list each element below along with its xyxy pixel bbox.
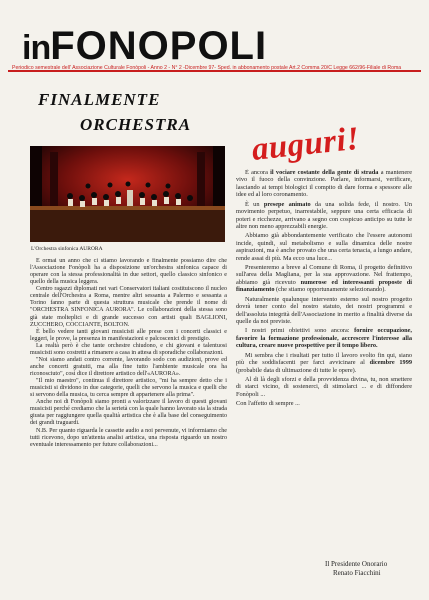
headline-line-1: FINALMENTE: [38, 90, 161, 109]
auguri-heading: auguri!: [250, 120, 362, 168]
letter-paragraph: [236, 296, 412, 326]
letter-paragraph: [236, 201, 412, 231]
masthead: [8, 6, 421, 72]
publication-info: Periodico semestrale dell' Associazione Culturale Fonòpoli - Anno 2 - N° 2 -Dicembre 97- Sped. in abbonamento postale Art.2 Comma 20/C Legge 662/96-Filiale di Roma: [12, 65, 402, 71]
letter-paragraph: [236, 376, 412, 398]
article-paragraph: È ormai un anno che ci stiamo lavorando e finalmente possiamo dire che l'Associazione Fonòpoli ha a disposizione un'orchestra sinfonica capace di operare con la stessa professionalità in due settori, quello classico sinfonico e quello della musica leggera.: [30, 258, 227, 286]
orchestra-stage-illustration: [30, 146, 225, 242]
paragraph-emphasis: dicembre 1999: [369, 359, 412, 367]
orchestra-photo: [30, 146, 225, 242]
article-paragraph: Centro ragazzi diplomati nei vari Conservatori italiani costituiscono il nucleo centrale dell'Orchestra a Roma, mentre altri sessanta a Palermo e sessanta a Torino fanno parte di questa struttura musicale che prende il nome di "ORCHESTRA SINFONICA AURORA". Le collaborazioni della stessa sono già state molteplici e di grande successo con artisti quali BAGLIONI, ZUCCHERO, COCCIANTE, BOLTON.: [30, 286, 227, 328]
paragraph-text: da una solida fede, il nostro. Un movimento perpetuo, inarrestabile, seppure una certa efficacia di poteri e ricchezze, arrivano a segno con cospicuo anticipo su tutte le altre non meno apprezzabili energie.: [236, 200, 412, 230]
paragraph-emphasis: fornire occupazione, favorire la formazione professionale, accrescere l'interesse alla cultura, creare nuove prospettive per il tempo libero.: [236, 327, 412, 350]
paragraph-text: Al di là degli sforzi e della provvidenza divina, tu, non smettere di starci vicino, di sostenerci, di stimolarci ... e di diffondere Fonòpoli ...: [236, 375, 412, 398]
letter-paragraph: [236, 169, 412, 199]
letter-paragraph: [236, 352, 412, 374]
paragraph-emphasis: numerose ed interessanti proposte di finanziamento: [236, 278, 412, 294]
paragraph-text: Con l'affetto di sempre ...: [236, 400, 300, 408]
article-paragraph: La realtà però è che tante orchestre chiudono, e chi giovani e talentuosi musicisti sono costretti a rimanere a casa in attesa di sporadiche collaborazioni.: [30, 342, 227, 356]
letter-paragraph: [236, 327, 412, 349]
photo-caption: L'Orchestra sinfonica AURORA: [31, 246, 103, 252]
article-paragraph: "Noi siamo andati contro corrente, lavorando sodo con audizioni, prove ed anche concerti gratuiti, ma alla fine tutto l'ambiente musicale ora ha riconosciuto", così dice il direttore artistico dell'«AURORA».: [30, 356, 227, 377]
article-paragraph: È bello vedere tanti giovani musicisti alle prese con i concerti classici e leggeri, le prove, la presenza in manifestazioni e palcoscenici di prestigio.: [30, 328, 227, 342]
paragraph-text: (che stiamo opportunamente selezionando).: [274, 286, 386, 294]
paragraph-text: Mi sembra che i risultati per tutto il lavoro svolto fin qui, siano più che soddisfacenti per farci avvicinare al: [236, 351, 412, 367]
logo-prefix: in: [22, 29, 51, 67]
paragraph-text: Presenteremo a breve al Comune di Roma, il progetto definitivo sull'area della Magliana, per la sua approvazione. Nel frattempo, abbiamo già ricevuto: [236, 264, 412, 286]
article-right-column: [236, 169, 412, 519]
paragraph-text: (probabile data di ultimazione di tutte le opere).: [236, 366, 357, 374]
paragraph-text: a mantenere vivo il fuoco della convinzione. Parlare, informarsi, verificare, lasciando ai tempi biologici il compito di dare forma e spessore alle idee ed al loro coronamento.: [236, 169, 412, 199]
paragraph-text: Naturalmente qualunque intervento esterno sul nostro progetto dovrà tener conto del nostro statuto, dei nostri programmi e dell'assoluta integrità dell'Associazione in merito a finalità diverse da quelle da noi previste.: [236, 295, 412, 326]
paragraph-emphasis: presepe animato: [263, 200, 311, 208]
paragraph-text: Abbiamo già abbondantemente verificato che l'essere autonomi incide, quindi, sul metabolismo e sulla dinamica delle nostre aspirazioni, ma è anche provato che una certa tenacia, a lungo andare, rende assai di più. Ma ecco una luce...: [236, 232, 412, 262]
signature-role: Il Presidente Onorario: [325, 560, 388, 568]
paragraph-text: È un: [245, 200, 264, 208]
letter-paragraph: [236, 400, 412, 407]
article-paragraph: "Il mio maestro", continua il direttore artistico, "mi ha sempre detto che i musicisti si dividono in due categorie, quelli che servono la musica e quelli che si servono della musica, tu cerca sempre di appartenere alla prima".: [30, 378, 227, 399]
signature-name: Renato Fiacchini: [333, 569, 381, 578]
signature-block: [325, 560, 429, 578]
headline-line-2: ORCHESTRA: [80, 115, 192, 134]
article-paragraph: N.B. Per quanto riguarda le cassette audio a noi pervenute, vi informiamo che tutti ricevono, dopo un'attenta analisi artistica, una risposta riguardo un nostro eventuale interessamento per future collaborazioni...: [30, 427, 227, 448]
logo-title: FONOPOLI: [50, 24, 268, 68]
letter-paragraph: [236, 232, 412, 262]
paragraph-text: È ancora: [245, 169, 271, 176]
paragraph-text: I nostri primi obiettivi sono ancora:: [245, 327, 355, 335]
newsletter-logo: [22, 24, 267, 69]
letter-paragraph: [236, 264, 412, 294]
article-paragraph: Anche noi di Fonòpoli siamo pronti a valorizzare il lavoro di questi giovani musicisti perché crediamo che la serietà con la quale hanno lavorato sia la strada giusta per raggiungere quella qualità artistica che è alla base del conseguimento dei grandi traguardi.: [30, 399, 227, 427]
article-left-column: [30, 258, 227, 594]
paragraph-emphasis: il vociare costante della gente di strada: [270, 169, 379, 176]
